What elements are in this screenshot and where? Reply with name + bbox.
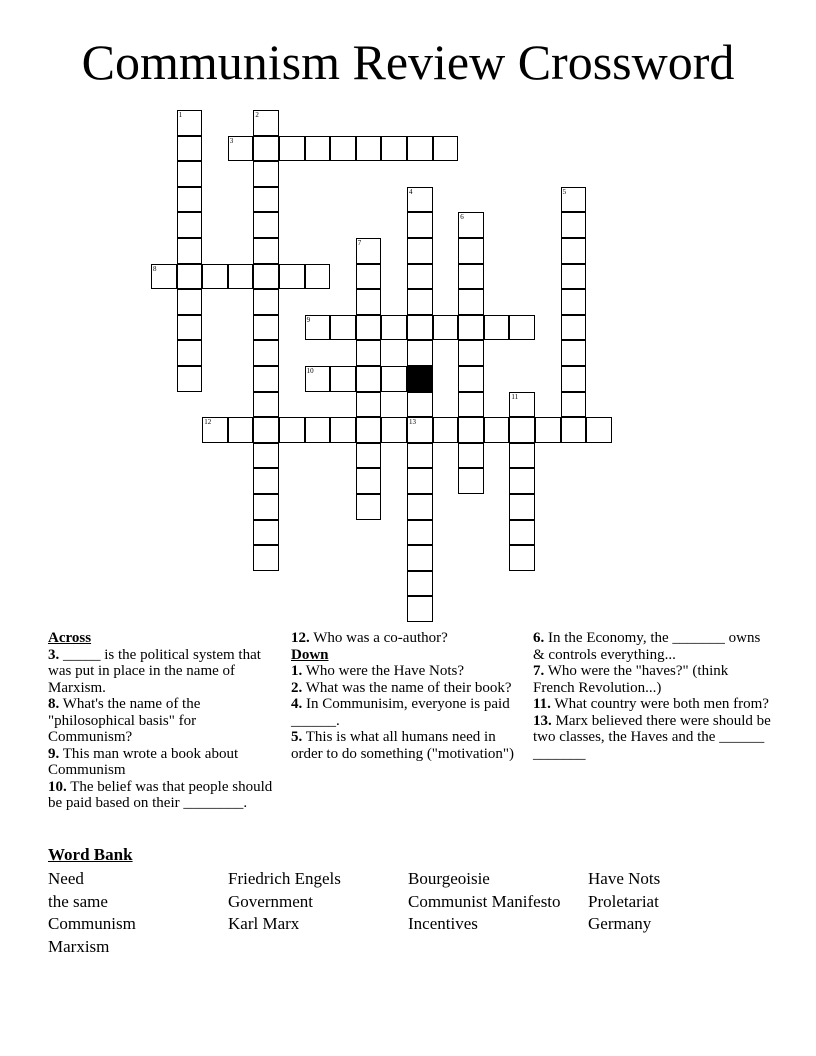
grid-cell[interactable] [458,340,484,366]
grid-cell[interactable] [407,238,433,264]
word-bank-item: Need [48,869,84,888]
word-bank-item: Government [228,891,313,911]
word-bank-item: Communist Manifesto [408,891,561,911]
puzzle-title: Communism Review Crossword [81,34,735,90]
grid-cell[interactable] [407,545,433,571]
grid-cell[interactable] [458,443,484,469]
grid-cell[interactable] [305,315,331,341]
grid-cell[interactable] [253,289,279,315]
grid-cell[interactable] [561,187,587,213]
grid-cell[interactable] [177,136,203,162]
grid-cell[interactable] [458,366,484,392]
grid-cell[interactable] [561,366,587,392]
clue-number: 12 [204,418,212,427]
word-bank-item: Marxism [48,937,110,957]
grid-cell[interactable] [228,264,254,290]
word-bank-item: Communism [48,914,136,934]
grid-cell[interactable] [253,264,279,290]
clues-column-1 [48,630,276,812]
grid-cell[interactable] [330,366,356,392]
grid-cell[interactable] [356,392,382,418]
grid-cell[interactable] [381,417,407,443]
clues-column-2 [291,630,519,762]
across-header: Across [48,630,92,646]
grid-cell[interactable] [279,417,305,443]
grid-cell[interactable] [177,289,203,315]
word-bank-item: Germany [588,914,652,934]
black-square [407,366,433,392]
grid-cell[interactable] [561,392,587,418]
grid-cell[interactable] [253,520,279,546]
grid-cell[interactable] [381,136,407,162]
grid-cell[interactable] [228,417,254,443]
clue-number: 3 [229,136,234,145]
grid-cell[interactable] [509,494,535,520]
grid-cell[interactable] [253,315,279,341]
grid-cell[interactable] [330,136,356,162]
grid-cell[interactable] [177,110,203,136]
grid-cell[interactable] [561,340,587,366]
word-bank-item: Proletariat [588,891,659,911]
clue-number: 9 [306,315,311,324]
word-bank-title: Word Bank [48,845,133,864]
grid-cell[interactable] [458,238,484,264]
down-clue-11: 11. What country were both men from? [533,696,769,712]
grid-cell[interactable] [407,520,433,546]
clue-number: 7 [357,239,362,247]
grid-cell[interactable] [407,417,433,443]
grid-cell[interactable] [381,366,407,392]
grid-cell[interactable] [407,392,433,418]
grid-cell[interactable] [561,212,587,238]
grid-cell[interactable] [458,392,484,418]
across-clue-9: 9. This man wrote a book about Communism [48,745,239,778]
grid-cell[interactable] [305,417,331,443]
word-bank-column-1 [48,868,226,959]
grid-cell[interactable] [177,340,203,366]
grid-cell[interactable] [509,520,535,546]
grid-cell[interactable] [356,340,382,366]
grid-cell[interactable] [484,315,510,341]
grid-cell[interactable] [407,571,433,597]
grid-cell[interactable] [305,366,331,392]
grid-cell[interactable] [458,468,484,494]
clue-number: 5 [562,187,567,196]
grid-cell[interactable] [253,494,279,520]
down-clue-7: 7. Who were the "haves?" (think French Revolution...) [533,663,729,696]
grid-cell[interactable] [177,238,203,264]
word-bank-item: the same [48,891,108,911]
grid-cell[interactable] [586,417,612,443]
grid-cell[interactable] [535,417,561,443]
grid-cell[interactable] [407,596,433,622]
down-clue-5: 5. This is what all humans need in order to do something ("motivation") [291,729,515,762]
word-bank-item: Karl Marx [228,914,300,934]
grid-cell[interactable] [202,417,228,443]
grid-cell[interactable] [253,340,279,366]
grid-cell[interactable] [279,264,305,290]
grid-cell[interactable] [458,289,484,315]
grid-cell[interactable] [279,136,305,162]
grid-cell[interactable] [509,468,535,494]
grid-cell[interactable] [407,340,433,366]
grid-cell[interactable] [509,443,535,469]
grid-cell[interactable] [356,417,382,443]
across-clue-10: 10. The belief was that people should be paid based on their ________. [48,778,273,811]
grid-cell[interactable] [407,187,433,213]
down-clue-6: 6. In the Economy, the _______ owns & controls everything... [533,630,761,663]
clue-number: 13 [409,418,416,427]
grid-cell[interactable] [253,187,279,213]
grid-cell[interactable] [253,238,279,264]
across-clue-3: 3. _____ is the political system that was put in place in the name of Marxism. [48,646,261,696]
down-clue-2: 2. What was the name of their book? [291,679,512,696]
grid-cell[interactable] [509,417,535,443]
grid-cell[interactable] [356,264,382,290]
grid-cell[interactable] [202,264,228,290]
grid-cell[interactable] [561,289,587,315]
grid-cell[interactable] [407,212,433,238]
grid-cell[interactable] [356,468,382,494]
grid-cell[interactable] [561,238,587,264]
grid-cell[interactable] [407,264,433,290]
grid-cell[interactable] [509,315,535,341]
word-bank-item: Incentives [408,914,478,934]
grid-cell[interactable] [433,136,459,162]
down-clue-13: 13. Marx believed there were should be two classes, the Haves and the ______ _______ [533,712,771,762]
grid-cell[interactable] [381,315,407,341]
grid-cell[interactable] [177,315,203,341]
grid-cell[interactable] [509,545,535,571]
grid-cell[interactable] [253,392,279,418]
grid-cell[interactable] [253,136,279,162]
down-clue-4: 4. In Communisim, everyone is paid ______. [291,696,510,729]
clue-number: 2 [255,111,259,119]
grid-cell[interactable] [433,417,459,443]
grid-cell[interactable] [407,289,433,315]
grid-cell[interactable] [433,315,459,341]
grid-cell[interactable] [253,366,279,392]
grid-cell[interactable] [305,264,331,290]
across-clue-8: 8. What's the name of the "philosophical basis" for Communism? [48,696,201,745]
clue-number: 8 [153,264,157,273]
grid-cell[interactable] [561,264,587,290]
clue-number: 4 [409,187,413,196]
word-bank-item: Friedrich Engels [228,869,341,888]
grid-cell[interactable] [253,212,279,238]
grid-cell[interactable] [253,545,279,571]
grid-cell[interactable] [458,212,484,238]
grid-cell[interactable] [305,136,331,162]
grid-cell[interactable] [330,315,356,341]
grid-cell[interactable] [151,264,177,290]
grid-cell[interactable] [458,315,484,341]
grid-cell[interactable] [253,443,279,469]
grid-cell[interactable] [356,494,382,520]
clue-number: 10 [306,367,314,375]
clue-number: 11 [511,392,519,401]
grid-cell[interactable] [177,161,203,187]
word-bank-item: Have Nots [588,869,661,888]
grid-cell[interactable] [407,443,433,469]
grid-cell[interactable] [561,417,587,443]
word-bank-column-4 [588,868,766,936]
grid-cell[interactable] [253,417,279,443]
grid-cell[interactable] [407,136,433,162]
word-bank-column-3 [408,868,586,936]
grid-cell[interactable] [356,289,382,315]
grid-cell[interactable] [484,417,510,443]
grid-cell[interactable] [228,136,254,162]
word-bank-item: Bourgeoisie [408,869,490,888]
clue-number: 1 [178,111,183,119]
grid-cell[interactable] [356,366,382,392]
down-header: Down [291,646,329,663]
grid-cell[interactable] [458,417,484,443]
grid-cell[interactable] [356,136,382,162]
down-clue-1: 1. Who were the Have Nots? [291,663,465,679]
grid-cell[interactable] [509,392,535,418]
grid-cell[interactable] [407,315,433,341]
clue-number: 6 [460,213,464,222]
grid-cell[interactable] [177,187,203,213]
grid-cell[interactable] [356,443,382,469]
grid-cell[interactable] [407,494,433,520]
grid-cell[interactable] [356,315,382,341]
grid-cell[interactable] [330,417,356,443]
grid-cell[interactable] [253,468,279,494]
grid-cell[interactable] [253,161,279,187]
grid-cell[interactable] [177,212,203,238]
grid-cell[interactable] [253,110,279,136]
grid-cell[interactable] [356,238,382,264]
grid-cell[interactable] [458,264,484,290]
grid-cell[interactable] [177,264,203,290]
clues-column-3 [533,630,773,762]
grid-cell[interactable] [177,366,203,392]
word-bank-column-2 [228,868,406,936]
grid-cell[interactable] [561,315,587,341]
across-clue-12: 12. Who was a co-author? [291,630,448,646]
grid-cell[interactable] [407,468,433,494]
